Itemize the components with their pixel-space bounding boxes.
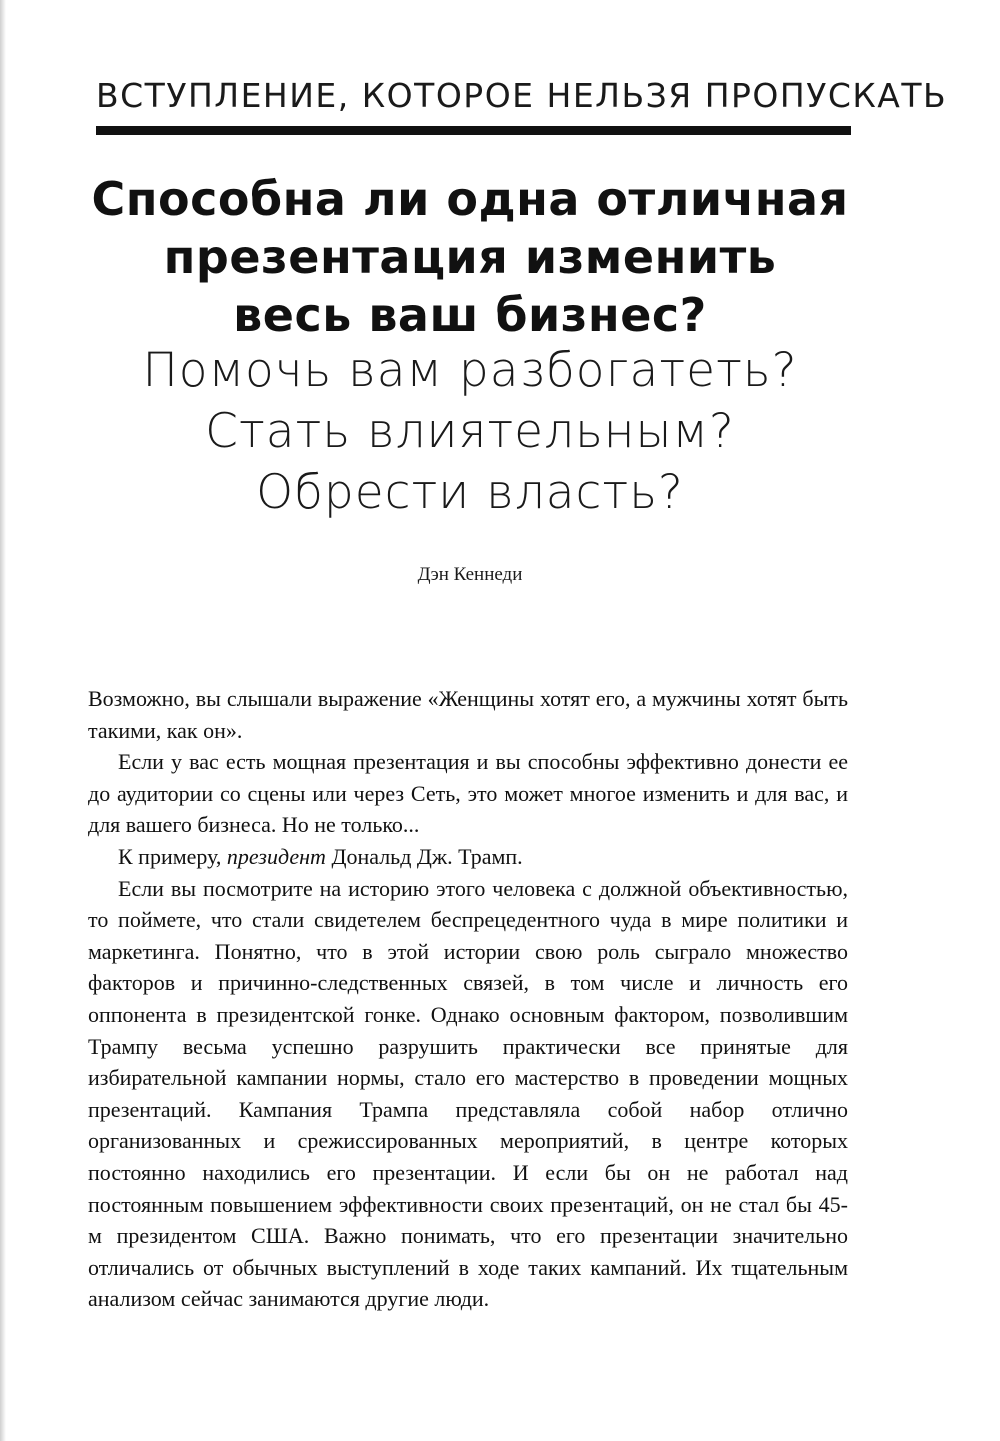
paragraph bbox=[88, 841, 848, 873]
subheadline-line: Стать влиятельным? bbox=[205, 404, 735, 459]
paragraph: Возможно, вы слышали выражение «Женщины хотят его, а мужчины хотят быть такими, как он». bbox=[88, 686, 848, 743]
section-header: ВСТУПЛЕНИЕ, КОТОРОЕ НЕЛЬЗЯ ПРОПУСКАТЬ bbox=[96, 76, 948, 115]
paragraph: Если вы посмотрите на историю этого человека с должной объективностью, то поймете, что стали свидетелем беспрецедентного чуда в мире политики и маркетинга. Понятно, что в этой истории свою роль сыграло множество факторов и причинно-следственных связей, в том числе и личность его оппонента в президентской гонке. Однако основным фактором, позволившим Трампу весьма успешно разрушить практически все принятые для избирательной кампании нормы, стало его мастерство в проведении мощных презентаций. Кампания Трампа представляла собой набор отлично организованных и срежиссированных мероприятий, в центре которых постоянно находились его презентации. И если бы он не работал над постоянным повышением эффективности своих презентаций, он не стал бы 45-м президентом США. Важно понимать, что его презентации значительно отличались от обычных выступлений в ходе таких кампаний. Их тщательным анализом сейчас занимаются другие люди. bbox=[88, 875, 848, 1312]
paragraph: Если у вас есть мощная презентация и вы способны эффективно донести ее до аудитории со сцены или через Сеть, это может многое изменить и для вас, и для вашего бизнеса. Но не только... bbox=[88, 749, 848, 838]
paragraph-text: Дональд Дж. Трамп. bbox=[325, 843, 523, 869]
subheadline-line: Обрести власть? bbox=[256, 465, 684, 520]
subheadline-line: Помочь вам разбогатеть? bbox=[142, 343, 798, 398]
header-rule bbox=[96, 126, 851, 135]
headline-line: презентация изменить bbox=[163, 230, 777, 284]
paragraph-text: К примеру, bbox=[118, 843, 227, 869]
headline-line: весь ваш бизнес? bbox=[233, 288, 707, 342]
headline-line: Способна ли одна отличная bbox=[91, 172, 849, 226]
emphasis-text: президент bbox=[226, 843, 326, 869]
page-edge bbox=[0, 0, 6, 1441]
body-text bbox=[88, 683, 848, 1315]
headline bbox=[60, 170, 880, 344]
author-name: Дэн Кеннеди bbox=[417, 564, 523, 585]
subheadline bbox=[60, 340, 880, 523]
